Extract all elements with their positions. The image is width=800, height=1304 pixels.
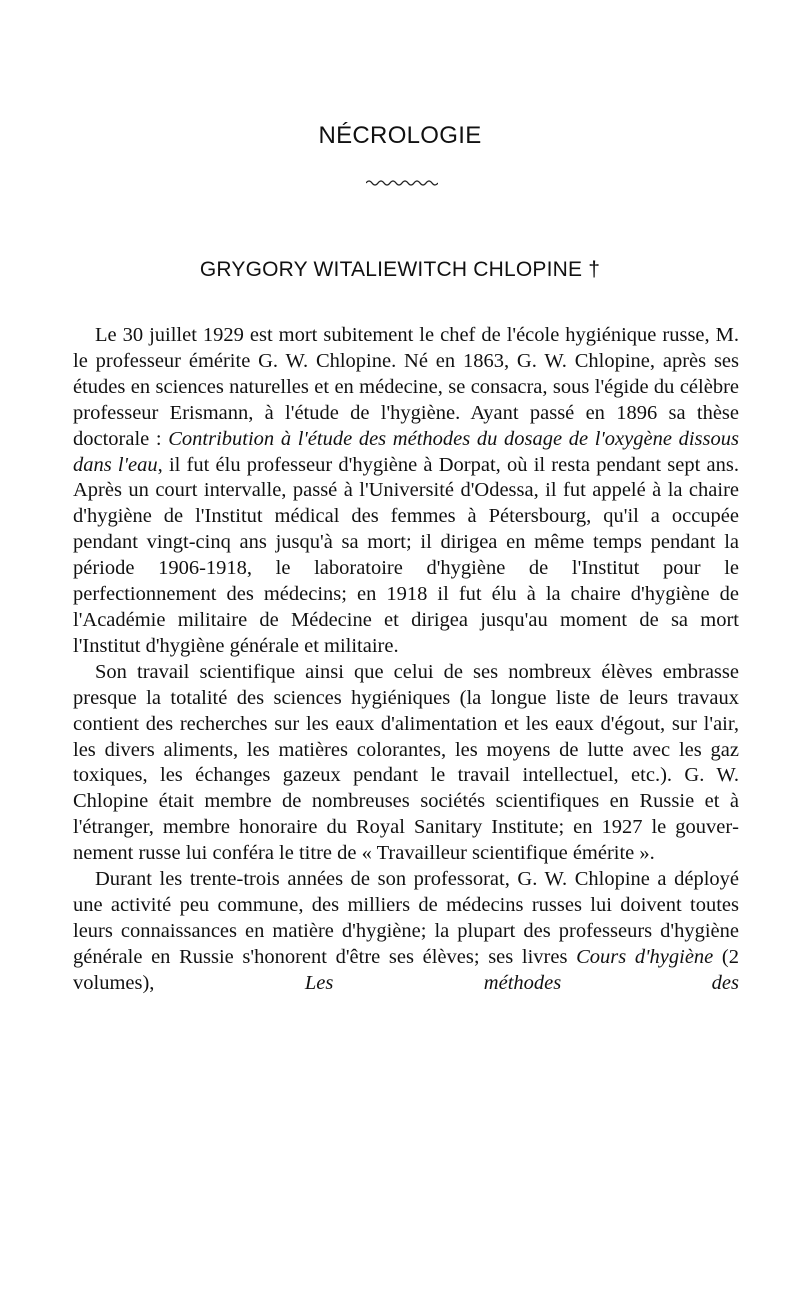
paragraph-2: [73, 660, 739, 867]
paragraph-1-text: Le 30 juillet 1929 est mort subitement le chef de l'école hygiénique russe, M. le professeur émérite G. W. Chlopine. Né en 1863, G. W. Chlopine, après ses études en sciences naturelles et en médecine, se consacra, sous l'égide du célèbre professeur Erismann, à l'étude de l'hygiène. Ayant passé en 1896 sa thèse doctorale :: [73, 324, 739, 450]
book-title-methodes: Les méthodes des: [304, 971, 740, 994]
paragraph-1: [73, 323, 739, 660]
article-title-text: GRYGORY WITALIEWITCH CHLOPINE: [199, 258, 583, 281]
paragraph-3: [73, 867, 739, 997]
section-title: NÉCROLOGIE: [318, 122, 482, 149]
article-title: [0, 258, 800, 282]
book-title-cours: Cours d'hygiène: [576, 945, 714, 968]
paragraph-2-text: Son travail scientifique ainsi que celui de ses nombreux élèves embrasse presque la totalité des sciences hygiéniques (la longue liste de leurs travaux contient des recherches sur les eaux d'alimentation et les eaux d'égout, sur l'air, les divers aliments, les matières colorantes, les moyens de lutte avec les gaz toxiques, les échanges gazeux pendant le travail intellectuel, etc.). G. W. Chlopine était membre de nombreuses sociétés scientifiques en Russie et à l'étranger, membre honoraire du Royal Sanitary Institute; en 1927 le gouvernement russe lui conféra le titre de « Travailleur scientifique émérite ».: [73, 660, 739, 865]
paragraph-3-text-cont: (2 volumes),: [73, 945, 740, 994]
paragraph-1-text-cont: , il fut élu professeur d'hygiène à Dorpat, où il resta pendant sept ans. Après un court intervalle, passé à l'Université d'Odessa, il fut appelé à la chaire d'hygiène de l'Institut médical des femmes à Pétersbourg, qu'il a occupée pendant vingt-cinq ans jusqu'à sa mort; il dirigea en même temps pendant la période 1906-1918, le laboratoire d'hygiène de l'Institut pour le perfectionnement des médecins; en 1918 il fut élu à la chaire d'hygiène de l'Académie militaire de Médecine et dirigea jusqu'au moment de sa mort l'Institut d'hygiène générale et militaire.: [73, 453, 739, 657]
wavy-line-ornament-icon: [366, 178, 438, 188]
dagger-icon: †: [588, 258, 601, 281]
paragraph-3-text: Durant les trente-trois années de son professorat, G. W. Chlopine a déployé une activité peu commune, des milliers de médecins russes lui doivent toutes leurs connaissances en matière d'hygiène; la plupart des professeurs d'hygiène générale en Russie s'honorent d'être ses élèves; ses livres: [73, 868, 739, 968]
thesis-title: Contribution à l'étude des méthodes du dosage de l'oxygène dissous dans l'eau: [73, 427, 739, 476]
article-body: [73, 323, 739, 997]
